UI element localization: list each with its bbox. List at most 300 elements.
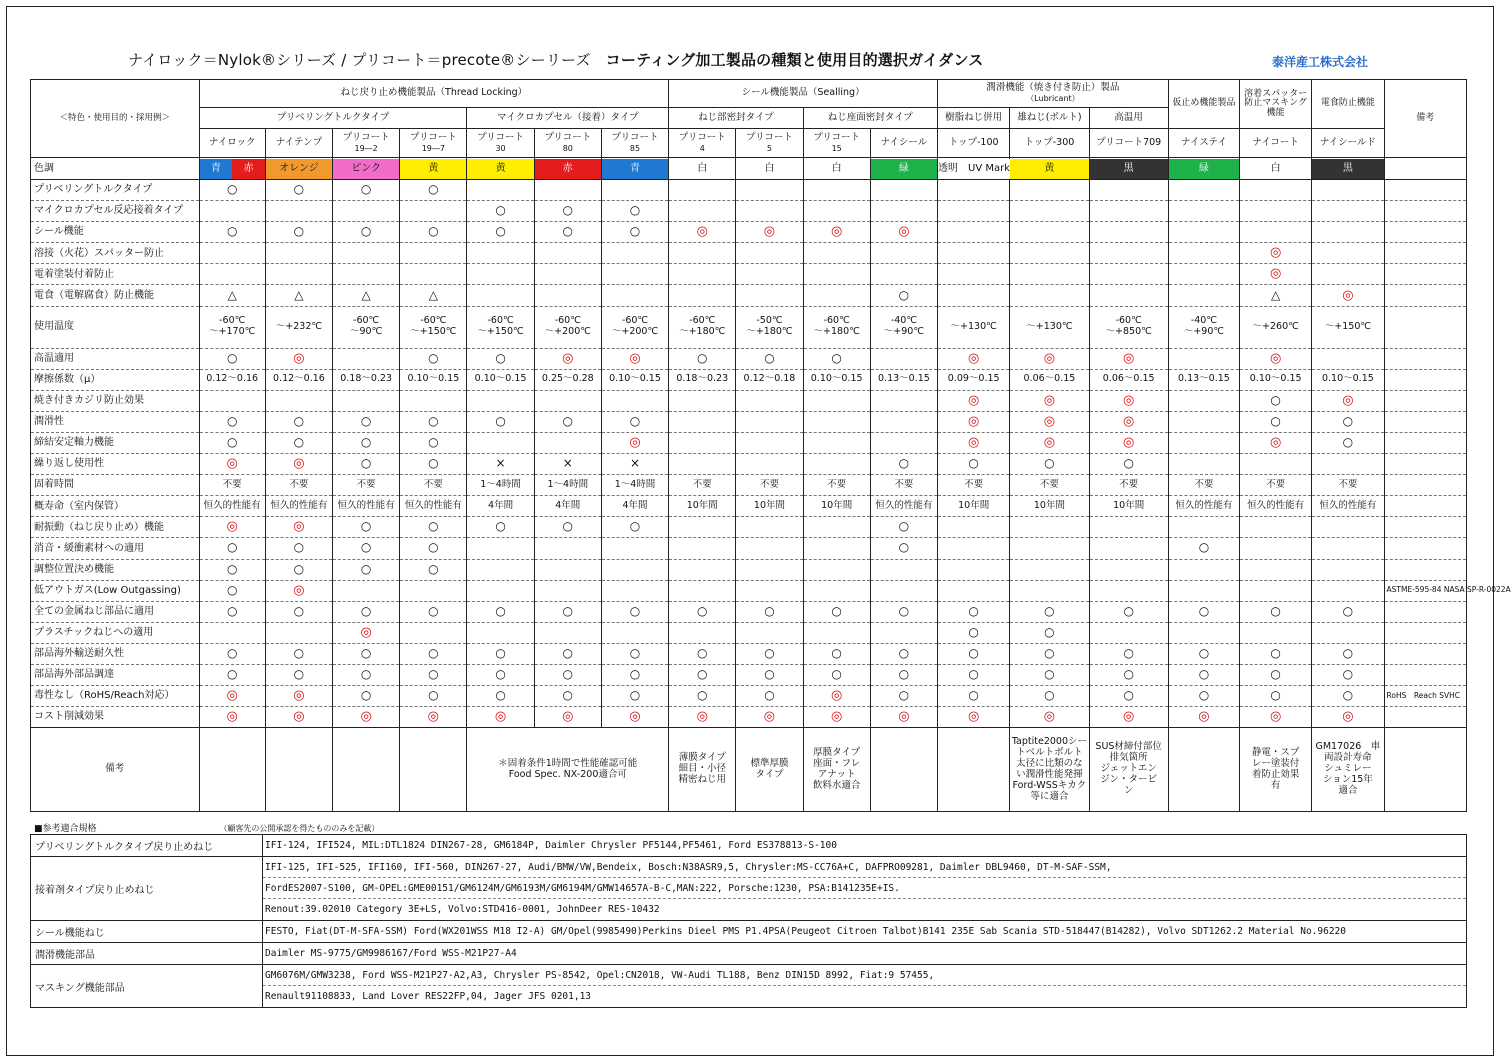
note-cell [1384, 496, 1466, 517]
note-cell [1384, 390, 1466, 411]
criteria-cell [1089, 517, 1168, 538]
criteria-cell [1089, 664, 1168, 685]
circle-mark: ○ [562, 667, 574, 682]
criteria-cell [669, 264, 736, 285]
circle-mark: ○ [898, 667, 910, 682]
color-segment: ピンク [333, 159, 399, 179]
circle-mark: ○ [898, 645, 910, 660]
product-name-line: プリコート [745, 131, 793, 143]
criteria-cell [467, 643, 534, 664]
product-name-line: 4 [699, 143, 705, 153]
criteria-cell [803, 517, 870, 538]
criteria-cell [265, 454, 332, 475]
criteria-cell [1168, 601, 1239, 622]
circle-mark: ○ [831, 603, 842, 618]
color-segment: 赤 [535, 159, 601, 179]
row-label: プリベリングトルクタイプ [31, 180, 200, 201]
circle-mark: ○ [226, 413, 238, 428]
criteria-cell [601, 454, 668, 475]
criteria-cell [1240, 538, 1312, 559]
double-circle-mark: ◎ [360, 709, 372, 725]
criteria-cell [669, 580, 736, 601]
criteria-cell [601, 707, 668, 728]
criteria-cell [1010, 517, 1089, 538]
criteria-cell [1089, 643, 1168, 664]
criteria-cell: 0.13～0.15 [870, 369, 937, 390]
note-cell [1384, 475, 1466, 496]
circle-mark: ○ [1044, 688, 1055, 703]
product-name-line: ナイロック [208, 136, 256, 148]
reference-line: FESTO, Fiat(DT-M-SFA-SSM) Ford(WX201WSS M18 I2-A) GM/Opel(9985490)Perkins Dieel PMS P1.4PSA(Peugeot Citroen Talbot)B141 235E Sab Scania STD-518447(B14282), Volvo SDT1262.2 Material No.96220 [265, 926, 1346, 937]
row-label: 備考 [31, 728, 200, 812]
criteria-cell [803, 580, 870, 601]
criteria-cell [938, 201, 1010, 222]
product-header [736, 129, 803, 158]
criteria-cell [400, 285, 467, 306]
criteria-cell [601, 264, 668, 285]
note-cell [1384, 348, 1466, 369]
temperature-line: -60℃ [353, 315, 380, 327]
circle-mark: ○ [764, 667, 775, 682]
note-cell [1384, 517, 1466, 538]
double-circle-mark: ◎ [360, 624, 372, 640]
criteria-cell [1168, 243, 1239, 264]
remark-cell [1168, 728, 1239, 812]
criteria-cell [333, 348, 400, 369]
circle-mark: ○ [428, 413, 439, 428]
circle-mark: ○ [968, 624, 979, 639]
criteria-cell: 1～4時間 [467, 475, 534, 496]
double-circle-mark: ◎ [967, 392, 980, 408]
double-circle-mark: ◎ [629, 709, 641, 725]
criteria-row [31, 243, 1467, 264]
criteria-cell: 4年間 [601, 496, 668, 517]
criteria-cell [1089, 180, 1168, 201]
temperature-line: ～+150℃ [1324, 320, 1372, 332]
criteria-cell [736, 411, 803, 432]
remark-cell [333, 728, 400, 812]
row-label: マイクロカプセル反応接着タイプ [31, 201, 200, 222]
circle-mark: ○ [1123, 456, 1134, 471]
criteria-cell: 不要 [1010, 475, 1089, 496]
criteria-cell [333, 201, 400, 222]
criteria-row [31, 707, 1467, 728]
criteria-cell [534, 411, 601, 432]
criteria-cell [803, 538, 870, 559]
product-header [870, 129, 937, 158]
criteria-cell [1312, 601, 1384, 622]
color-swatch [467, 159, 533, 179]
subgroup-header: 高温用 [1089, 108, 1168, 129]
criteria-cell [1240, 222, 1312, 243]
criteria-cell [400, 201, 467, 222]
criteria-cell [736, 454, 803, 475]
criteria-cell [400, 517, 467, 538]
criteria-cell [669, 411, 736, 432]
circle-mark: ○ [226, 561, 238, 576]
criteria-cell [669, 686, 736, 707]
circle-mark: ○ [1198, 667, 1210, 682]
criteria-row [31, 538, 1467, 559]
product-header [1312, 129, 1384, 158]
criteria-cell [1240, 432, 1312, 453]
criteria-cell: 0.25～0.28 [534, 369, 601, 390]
criteria-cell [803, 454, 870, 475]
criteria-cell [333, 664, 400, 685]
criteria-cell [1168, 538, 1239, 559]
criteria-cell [1089, 222, 1168, 243]
criteria-cell [1240, 243, 1312, 264]
circle-mark: ○ [1044, 624, 1055, 639]
criteria-cell: 恒久的性能有 [1168, 496, 1239, 517]
criteria-cell [400, 686, 467, 707]
remark-cell [736, 728, 803, 812]
product-name-line: 80 [562, 143, 573, 153]
criteria-cell [199, 432, 265, 453]
criteria-cell [1089, 559, 1168, 580]
criteria-cell [736, 559, 803, 580]
row-label: シール機能 [31, 222, 200, 243]
circle-mark: ○ [293, 603, 305, 618]
circle-mark: ○ [495, 667, 506, 682]
criteria-cell: 恒久的性能有 [265, 496, 332, 517]
criteria-row [31, 622, 1467, 643]
product-name-line: 15 [831, 143, 842, 153]
criteria-cell [870, 411, 937, 432]
criteria-cell [199, 622, 265, 643]
temperature-line: ～+180℃ [746, 326, 793, 338]
note-cell [1384, 180, 1466, 201]
criteria-cell [803, 222, 870, 243]
criteria-cell [400, 538, 467, 559]
criteria-cell [1089, 306, 1168, 348]
criteria-cell [1168, 411, 1239, 432]
temperature-line: -60℃ [487, 315, 514, 327]
color-segment: 黒 [1090, 159, 1168, 179]
subgroup-header: ねじ部密封タイプ [669, 108, 803, 129]
criteria-cell [669, 601, 736, 622]
remark-cell [1384, 728, 1466, 812]
reference-values [263, 857, 1467, 921]
criteria-cell [601, 411, 668, 432]
color-swatch [938, 159, 1009, 179]
criteria-cell [1089, 432, 1168, 453]
row-label: 部品海外輸送耐久性 [31, 643, 200, 664]
criteria-cell [1312, 454, 1384, 475]
criteria-row [31, 475, 1467, 496]
criteria-cell [1089, 411, 1168, 432]
product-header [534, 129, 601, 158]
criteria-cell [736, 432, 803, 453]
circle-mark: ○ [226, 182, 238, 197]
note-cell: ASTME-595-84 NASA SP-R-0022A [1384, 580, 1466, 601]
criteria-cell [534, 201, 601, 222]
circle-mark: ○ [1270, 392, 1281, 407]
criteria-cell [1312, 390, 1384, 411]
double-circle-mark: ◎ [1269, 435, 1282, 451]
temperature-line: -40℃ [890, 315, 917, 327]
double-circle-mark: ◎ [763, 224, 776, 240]
color-swatch [602, 159, 668, 179]
criteria-cell [467, 686, 534, 707]
product-name-line: 30 [495, 143, 506, 153]
criteria-cell [199, 686, 265, 707]
criteria-cell [333, 538, 400, 559]
criteria-cell [938, 559, 1010, 580]
double-circle-mark: ◎ [967, 413, 980, 429]
criteria-cell [265, 664, 332, 685]
criteria-cell: 0.12～0.16 [199, 369, 265, 390]
criteria-cell [467, 201, 534, 222]
note-cell [1384, 707, 1466, 728]
criteria-cell [1168, 264, 1239, 285]
product-name-line: 85 [629, 143, 641, 153]
criteria-cell [669, 390, 736, 411]
circle-mark: ○ [898, 519, 910, 534]
double-circle-mark: ◎ [1269, 266, 1282, 282]
note-cell [1384, 369, 1466, 390]
criteria-cell [938, 243, 1010, 264]
criteria-cell: 10年間 [1089, 496, 1168, 517]
criteria-cell: 0.10～0.15 [1312, 369, 1384, 390]
cross-mark: × [629, 456, 641, 471]
row-label: 電着塗装付着防止 [31, 264, 200, 285]
criteria-cell: 0.12～0.16 [265, 369, 332, 390]
criteria-cell [601, 517, 668, 538]
group-header [669, 80, 938, 108]
double-circle-mark: ◎ [898, 709, 910, 725]
double-circle-mark: ◎ [562, 350, 574, 366]
criteria-cell [1168, 580, 1239, 601]
criteria-cell: 不要 [1240, 475, 1312, 496]
double-circle-mark: ◎ [293, 688, 305, 704]
reference-title [34, 821, 379, 834]
circle-mark: ○ [495, 645, 506, 660]
group-label: 備考 [1416, 112, 1435, 123]
criteria-cell: 不要 [265, 475, 332, 496]
color-cell [1312, 158, 1384, 180]
circle-mark: ○ [562, 224, 574, 239]
reference-line: GM6076M/GMW3238, Ford WSS-M21P27-A2,A3, Chrysler PS-8542, Opel:CN2018, VW-Audi TL188, Benz DIN15D 8992, Fiat:9 57455, [263, 965, 1466, 986]
double-circle-mark: ◎ [1043, 350, 1056, 366]
subgroup-header: マイクロカプセル（接着）タイプ [467, 108, 669, 129]
criteria-cell [534, 243, 601, 264]
criteria-cell [199, 180, 265, 201]
circle-mark: ○ [495, 350, 506, 365]
criteria-cell [400, 243, 467, 264]
criteria-cell [265, 285, 332, 306]
criteria-cell [1312, 559, 1384, 580]
temperature-line: -50℃ [756, 315, 783, 327]
color-segment: 透明 UV Mark [938, 159, 1010, 179]
criteria-cell [1240, 517, 1312, 538]
row-label: 溶接（火花）スパッター防止 [31, 243, 200, 264]
row-label: 焼き付きカジリ防止効果 [31, 390, 200, 411]
criteria-cell [1089, 707, 1168, 728]
criteria-cell [669, 707, 736, 728]
circle-mark: ○ [428, 540, 439, 555]
circle-mark: ○ [629, 645, 641, 660]
criteria-cell [1312, 580, 1384, 601]
criteria-cell [1240, 411, 1312, 432]
group-label: 電食防止機能 [1320, 98, 1375, 109]
criteria-cell [870, 664, 937, 685]
subgroup-header: 樹脂ねじ併用 [938, 108, 1010, 129]
criteria-cell [400, 622, 467, 643]
criteria-cell [1010, 454, 1089, 475]
criteria-row [31, 664, 1467, 685]
color-row [31, 158, 1467, 180]
criteria-cell [1240, 285, 1312, 306]
row-label: 毒性なし（RoHS/Reach対応） [31, 686, 200, 707]
criteria-cell [199, 222, 265, 243]
remark-cell [265, 728, 332, 812]
criteria-cell [1240, 643, 1312, 664]
criteria-cell [1089, 285, 1168, 306]
criteria-cell [736, 285, 803, 306]
circle-mark: ○ [428, 224, 439, 239]
product-header [669, 129, 736, 158]
color-segment: 黄 [467, 159, 533, 179]
circle-mark: ○ [1044, 645, 1055, 660]
criteria-cell: 不要 [736, 475, 803, 496]
criteria-cell [1089, 601, 1168, 622]
color-swatch [1010, 159, 1088, 179]
color-swatch [1090, 159, 1168, 179]
criteria-cell [803, 348, 870, 369]
criteria-cell [467, 622, 534, 643]
product-name-line: プリコート [342, 131, 390, 143]
row-label: 使用温度 [31, 306, 200, 348]
criteria-cell [534, 348, 601, 369]
product-header [1089, 129, 1168, 158]
criteria-row [31, 559, 1467, 580]
reference-row [31, 921, 1467, 943]
criteria-cell [400, 580, 467, 601]
circle-mark: ○ [1198, 688, 1210, 703]
criteria-cell [265, 686, 332, 707]
color-swatch [535, 159, 601, 179]
criteria-cell [1089, 264, 1168, 285]
circle-mark: ○ [360, 224, 372, 239]
circle-mark: ○ [629, 603, 641, 618]
criteria-row [31, 454, 1467, 475]
group-header [1240, 80, 1312, 129]
criteria-cell: 1～4時間 [534, 475, 601, 496]
criteria-cell [333, 390, 400, 411]
criteria-cell [1168, 454, 1239, 475]
product-header [1010, 129, 1089, 158]
circle-mark: ○ [226, 224, 238, 239]
criteria-cell [467, 180, 534, 201]
criteria-row [31, 180, 1467, 201]
criteria-cell [601, 306, 668, 348]
row-label: 色調 [31, 158, 200, 180]
criteria-cell [870, 622, 937, 643]
group-header [1312, 80, 1384, 129]
double-circle-mark: ◎ [226, 456, 238, 472]
circle-mark: ○ [226, 350, 238, 365]
criteria-cell: 10年間 [669, 496, 736, 517]
circle-mark: ○ [293, 540, 305, 555]
color-cell [870, 158, 937, 180]
circle-mark: ○ [226, 582, 238, 597]
circle-mark: ○ [226, 435, 238, 450]
temperature-line: ～+260℃ [1252, 320, 1299, 332]
circle-mark: ○ [226, 540, 238, 555]
criteria-cell [1010, 180, 1089, 201]
color-cell [669, 158, 736, 180]
temperature-line: ～+200℃ [544, 326, 591, 338]
criteria-cell [265, 306, 332, 348]
criteria-cell [1168, 622, 1239, 643]
circle-mark: ○ [495, 413, 506, 428]
double-circle-mark: ◎ [831, 688, 843, 704]
color-swatch [1169, 159, 1239, 179]
product-header [199, 129, 265, 158]
color-cell [467, 158, 534, 180]
remark-cell [938, 728, 1010, 812]
criteria-cell [534, 306, 601, 348]
circle-mark: ○ [495, 603, 506, 618]
circle-mark: ○ [293, 667, 305, 682]
group-label: シール機能製品（Sealling） [741, 87, 865, 99]
criteria-cell [803, 622, 870, 643]
criteria-cell [938, 454, 1010, 475]
criteria-cell [870, 222, 937, 243]
criteria-cell [938, 707, 1010, 728]
circle-mark: ○ [360, 540, 372, 555]
criteria-cell [1010, 348, 1089, 369]
circle-mark: ○ [696, 350, 708, 365]
criteria-cell [669, 517, 736, 538]
criteria-cell [1312, 285, 1384, 306]
product-name-line: ナイシール [880, 136, 928, 148]
criteria-cell: 0.10～0.15 [467, 369, 534, 390]
color-cell [534, 158, 601, 180]
criteria-row [31, 285, 1467, 306]
circle-mark: ○ [968, 603, 979, 618]
criteria-cell [669, 222, 736, 243]
remark-text: 厚膜タイプ 座面・フレ アナット 飲料水適合 [812, 746, 861, 791]
criteria-cell [467, 432, 534, 453]
criteria-cell [1312, 180, 1384, 201]
criteria-cell [534, 707, 601, 728]
circle-mark: ○ [1044, 603, 1055, 618]
criteria-cell [400, 411, 467, 432]
criteria-cell [601, 622, 668, 643]
criteria-cell [333, 707, 400, 728]
double-circle-mark: ◎ [226, 688, 238, 704]
reference-row [31, 965, 1467, 1008]
criteria-cell [938, 580, 1010, 601]
criteria-cell [938, 686, 1010, 707]
product-name-line: プリコート [678, 131, 726, 143]
color-cell [1240, 158, 1312, 180]
criteria-cell [467, 601, 534, 622]
criteria-cell [333, 580, 400, 601]
double-circle-mark: ◎ [1269, 245, 1282, 261]
criteria-cell [870, 601, 937, 622]
circle-mark: ○ [428, 688, 439, 703]
triangle-mark: △ [294, 287, 304, 302]
criteria-cell [199, 201, 265, 222]
product-header [601, 129, 668, 158]
criteria-cell [1168, 707, 1239, 728]
color-segment: 青 [602, 159, 668, 179]
criteria-cell [1010, 538, 1089, 559]
criteria-cell [870, 390, 937, 411]
